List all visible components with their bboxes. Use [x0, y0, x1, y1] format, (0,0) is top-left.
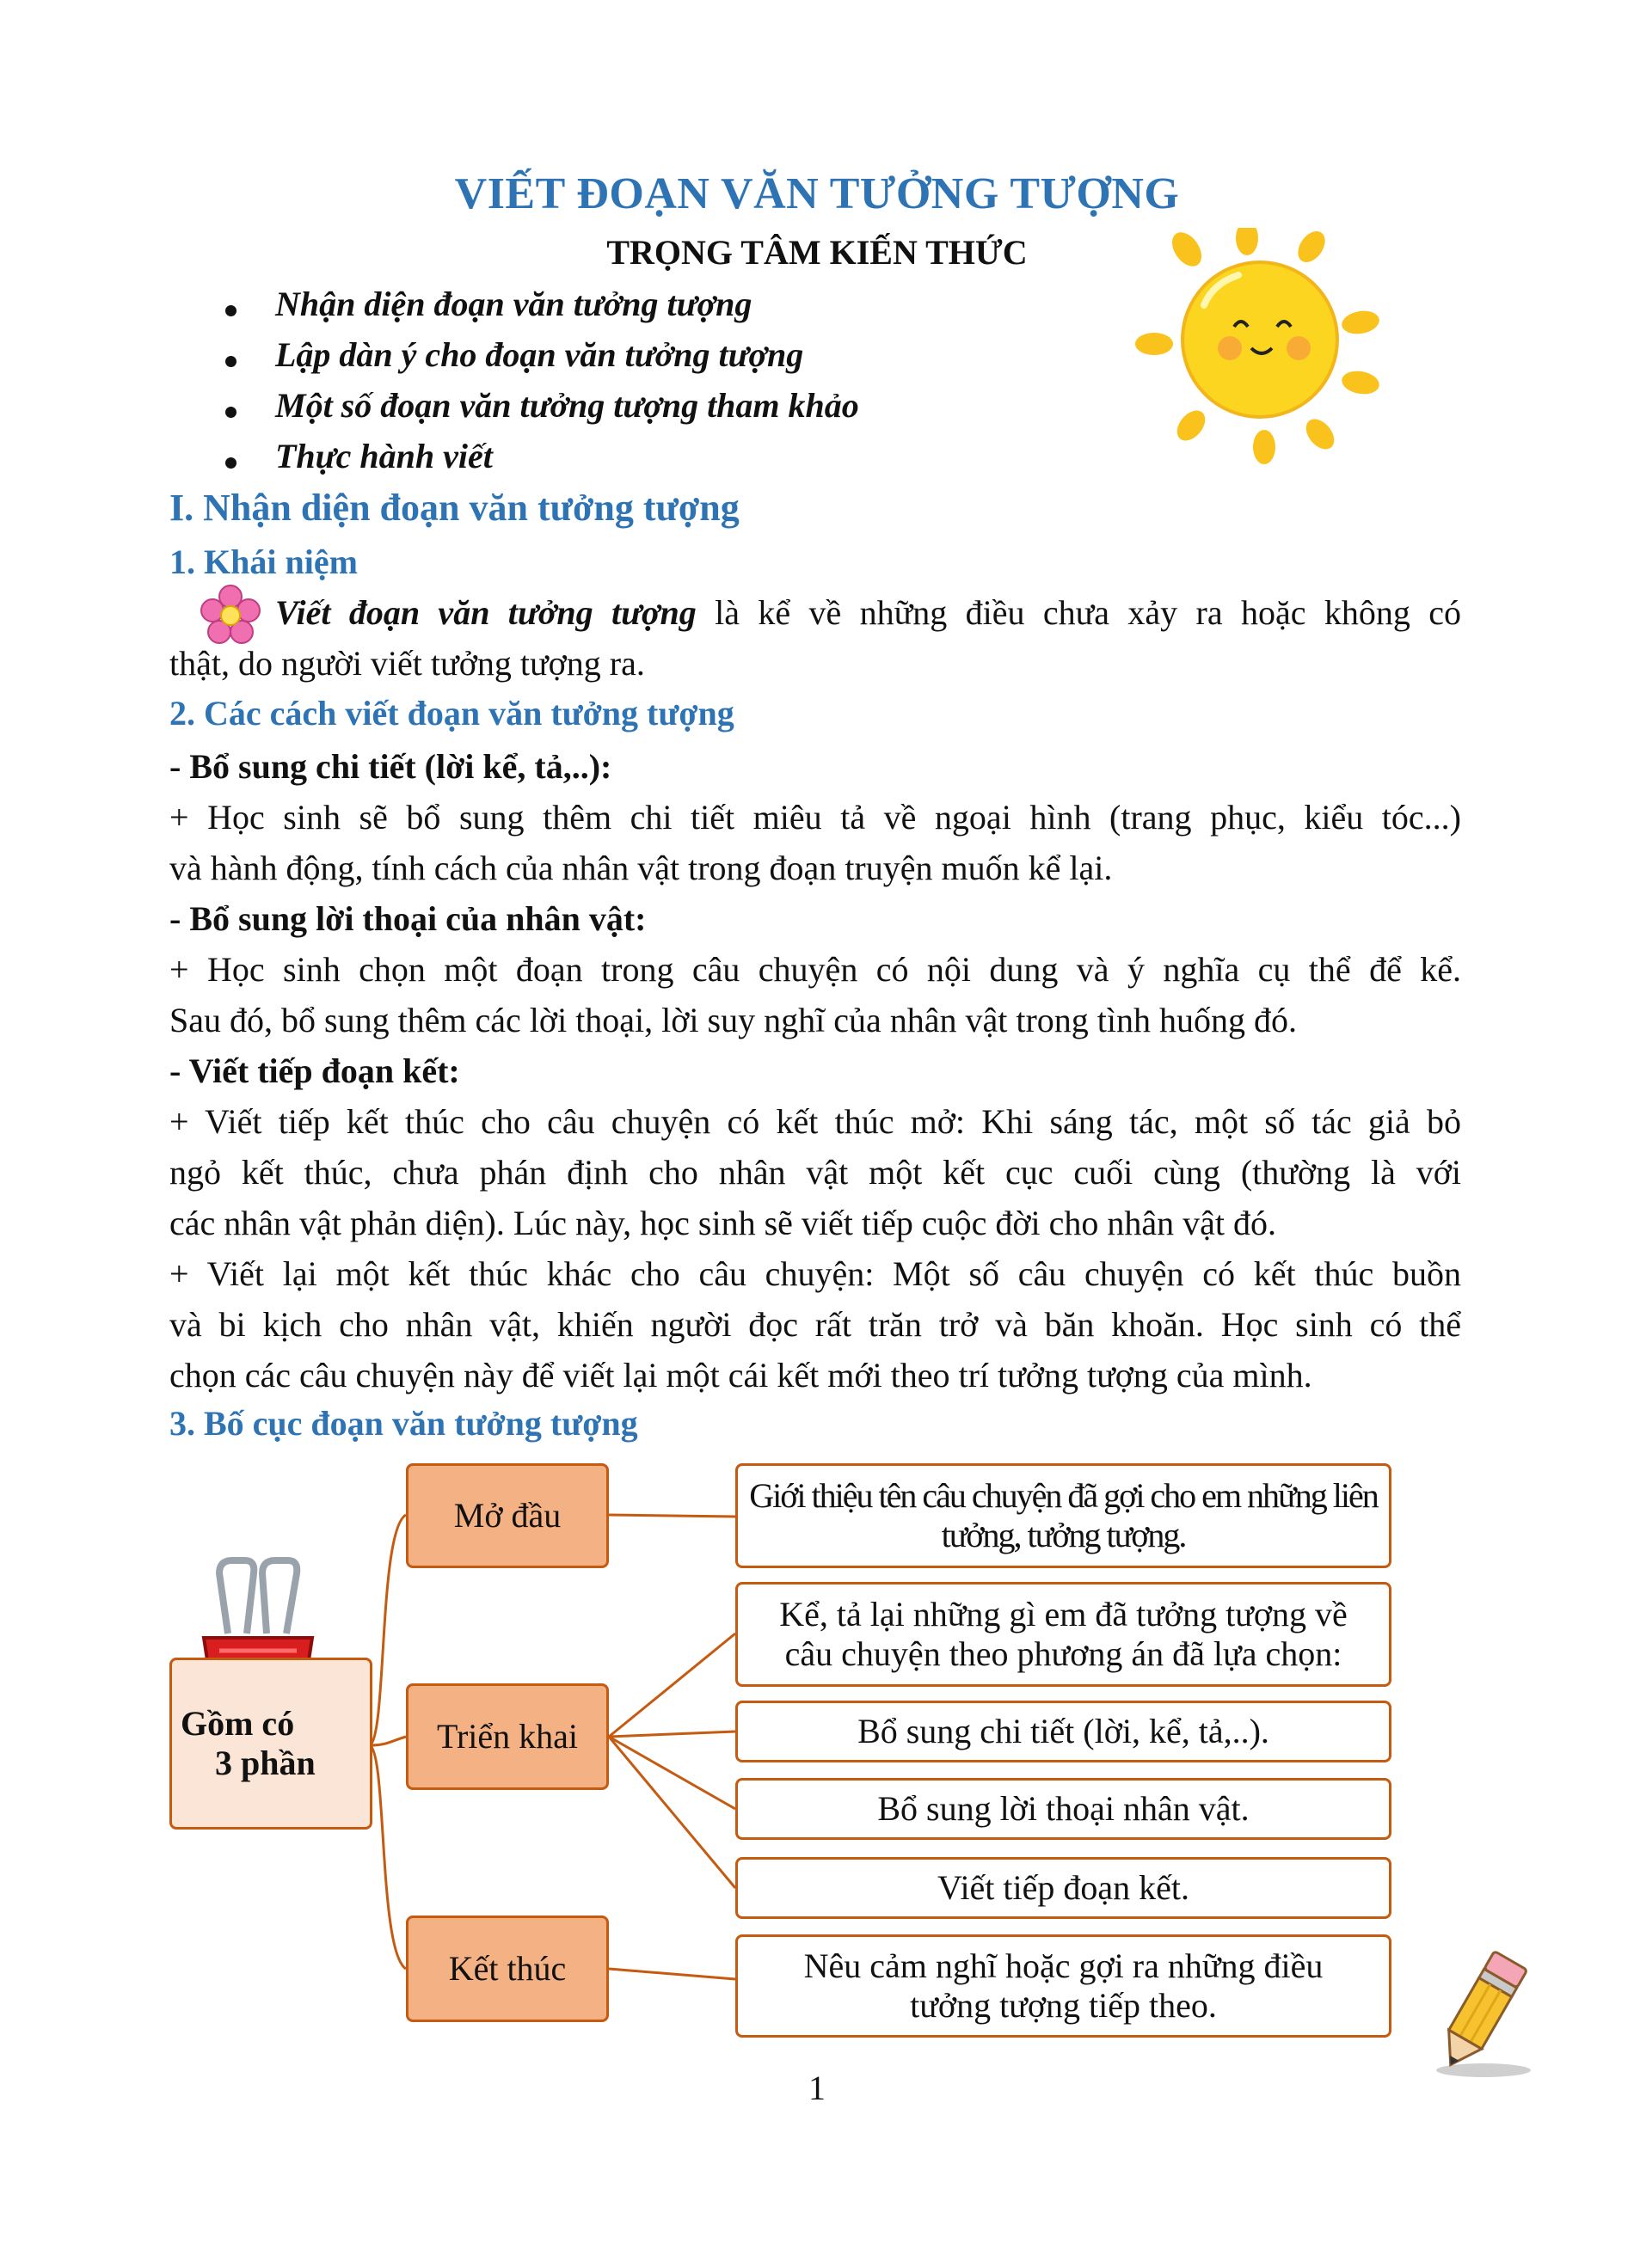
detail-box: Giới thiệu tên câu chuyện đã gợi cho em những liên tưởng, tưởng tượng. — [735, 1463, 1391, 1568]
page-number: 1 — [808, 2069, 826, 2107]
detail-box: Bổ sung lời thoại nhân vật. — [735, 1778, 1391, 1840]
definition-text: thật, do người viết tưởng tượng ra. — [169, 644, 645, 683]
method-title: - Bổ sung lời thoại của nhân vật: — [169, 899, 647, 938]
pencil-icon — [1419, 1943, 1539, 2081]
method-title: - Viết tiếp đoạn kết: — [169, 1051, 460, 1090]
detail-box: Nêu cảm nghĩ hoặc gợi ra những điều tưởng tượng tiếp theo. — [735, 1934, 1391, 2038]
subsection-heading: 2. Các cách viết đoạn văn tưởng tượng — [169, 694, 734, 733]
text-line: Sau đó, bổ sung thêm các lời thoại, lời suy nghĩ của nhân vật trong tình huống đó. — [169, 1001, 1298, 1039]
text-line: và bi kịch cho nhân vật, khiến người đọc rất trăn trở và băn khoăn. Học sinh có thể — [169, 1305, 1461, 1344]
part-box-trien-khai: Triển khai — [406, 1683, 609, 1790]
section-heading: I. Nhận diện đoạn văn tưởng tượng — [169, 487, 740, 529]
text-line: ngỏ kết thúc, chưa phán định cho nhân vật một kết cục cuối cùng (thường là với — [169, 1153, 1461, 1192]
detail-box: Bổ sung chi tiết (lời, kể, tả,..). — [735, 1701, 1391, 1762]
text-line: chọn các câu chuyện này để viết lại một cái kết mới theo trí tưởng tượng của mình. — [169, 1356, 1312, 1395]
part-box-mo-dau: Mở đầu — [406, 1463, 609, 1568]
bullet-item: Thực hành viết — [275, 437, 493, 475]
part-box-ket-thuc: Kết thúc — [406, 1916, 609, 2022]
root-box: Gồm có 3 phần — [169, 1658, 372, 1830]
definition-term: Viết đoạn văn tưởng tượng — [275, 593, 697, 632]
page-title: VIẾT ĐOẠN VĂN TƯỞNG TƯỢNG — [454, 169, 1180, 218]
bullet-item: Một số đoạn văn tưởng tượng tham khảo — [275, 386, 859, 425]
definition-text: là kể về những điều chưa xảy ra hoặc không có — [696, 593, 1461, 632]
text-line: + Viết tiếp kết thúc cho câu chuyện có kết thúc mở: Khi sáng tác, một số tác giả bỏ — [169, 1102, 1461, 1141]
text-line: các nhân vật phản diện). Lúc này, học sinh sẽ viết tiếp cuộc đời cho nhân vật đó. — [169, 1204, 1277, 1242]
text-line: + Học sinh chọn một đoạn trong câu chuyện có nội dung và ý nghĩa cụ thể để kể. — [169, 950, 1461, 989]
text-line: và hành động, tính cách của nhân vật trong đoạn truyện muốn kể lại. — [169, 849, 1113, 887]
detail-box: Kể, tả lại những gì em đã tưởng tượng về câu chuyện theo phương án đã lựa chọn: — [735, 1582, 1391, 1687]
bullet-item: Lập dàn ý cho đoạn văn tưởng tượng — [275, 335, 804, 374]
subsection-heading: 1. Khái niệm — [169, 542, 358, 581]
detail-box: Viết tiếp đoạn kết. — [735, 1857, 1391, 1919]
text-line: + Học sinh sẽ bổ sung thêm chi tiết miêu tả về ngoại hình (trang phục, kiểu tóc...) — [169, 798, 1461, 837]
bullet-item: Nhận diện đoạn văn tưởng tượng — [275, 285, 752, 323]
text-line: + Viết lại một kết thúc khác cho câu chuyện: Một số câu chuyện có kết thúc buồn — [169, 1254, 1461, 1293]
page-subtitle: TRỌNG TÂM KIẾN THỨC — [606, 233, 1028, 272]
method-title: - Bổ sung chi tiết (lời kể, tả,..): — [169, 747, 612, 786]
subsection-heading: 3. Bố cục đoạn văn tưởng tượng — [169, 1404, 638, 1443]
